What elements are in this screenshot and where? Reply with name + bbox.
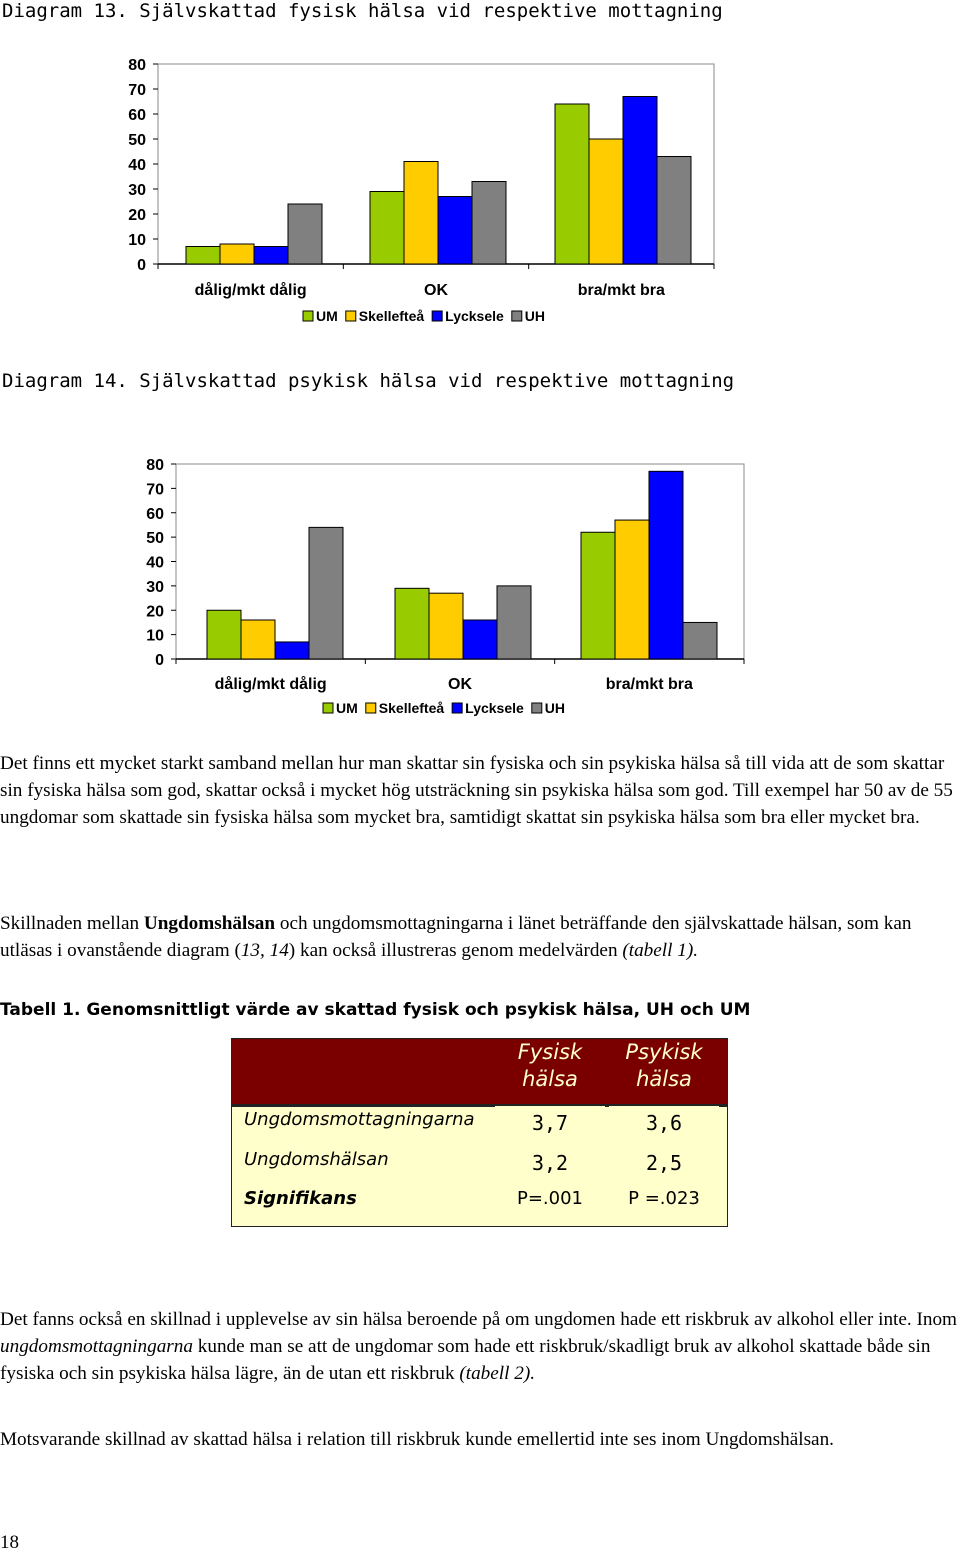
legend-label: Lycksele [445,308,504,324]
x-category-label: bra/mkt bra [577,282,665,299]
table1-title: Tabell 1. Genomsnittligt värde av skattad fysisk och psykisk hälsa, UH och UM [0,1000,751,1020]
y-tick-label: 60 [146,505,164,523]
chart-physical-health-svg [0,45,960,335]
table-row [232,1149,727,1189]
bar-uh-1 [472,182,506,265]
chart-physical-health [0,45,960,335]
bar-um-2 [581,532,615,659]
chart-mental-health-svg [0,445,960,730]
bar-skellefteå-2 [615,520,649,659]
x-category-label: OK [424,282,448,299]
para3-text-3: kunde man se att de ungdomar som hade ett riskbruk/skadligt bruk av alkohol skattade både sin fysiska och sin psykiska hälsa lägre, än de utan ett riskbruk [0,1336,931,1384]
y-tick-label: 0 [137,257,146,274]
bar-lycksele-2 [649,471,683,659]
legend-swatch [323,703,333,713]
bar-skellefteå-2 [589,139,623,264]
y-tick-label: 10 [146,627,164,645]
para3-table-ref: (tabell 2). [459,1363,536,1384]
table1-cell-mental: P =.023 [628,1188,700,1209]
legend-label: UH [544,700,566,716]
bar-uh-2 [657,157,691,265]
bar-lycksele-2 [623,97,657,265]
para2-text-1: Skillnaden mellan [0,913,144,934]
legend-label: Skellefteå [378,700,445,716]
table1 [231,1038,728,1227]
legend-label: UM [316,308,338,324]
legend-label: UM [336,700,358,716]
legend-label: UH [524,308,546,324]
bar-um-1 [395,588,429,659]
x-category-label: bra/mkt bra [605,676,693,693]
paragraph-ungdomshalsan: Motsvarande skillnad av skattad hälsa i relation till riskbruk kunde emellertid inte ses inom Ungdomshälsan. [0,1429,834,1450]
x-category-label: dålig/mkt dålig [214,676,327,693]
y-tick-label: 20 [128,207,146,224]
legend-label: Skellefteå [358,308,425,324]
legend-label: Lycksele [465,700,524,716]
bar-lycksele-1 [463,620,497,659]
bar-um-2 [555,104,589,264]
para3-ungdomsmottagningarna: ungdomsmottagningarna [0,1336,193,1357]
y-tick-label: 70 [146,481,164,499]
x-category-label: dålig/mkt dålig [194,282,307,299]
table1-header [232,1039,727,1107]
legend-swatch [346,311,356,321]
table1-cell-mental: 3,6 [645,1111,683,1135]
paragraph-difference [0,910,960,964]
chart-mental-health [0,445,960,730]
y-tick-label: 10 [128,232,146,249]
table1-cell-physical: P=.001 [516,1188,583,1209]
legend-swatch [452,703,462,713]
diagram13-heading: Diagram 13. Självskattad fysisk hälsa vid respektive mottagning [2,0,723,22]
table1-row-label: Ungdomsmottagningarna [244,1109,475,1130]
y-tick-label: 40 [146,554,164,572]
para2-ungdomshalsan: Ungdomshälsan [143,913,276,934]
y-tick-label: 80 [128,57,146,74]
table1-row-label: Signifikans [244,1188,357,1209]
para3-text-1: Det fanns också en skillnad i upplevelse av sin hälsa beroende på om ungdomen hade ett riskbruk av alkohol eller inte. Inom [0,1309,957,1330]
table1-cell-physical: 3,7 [531,1111,569,1135]
diagram14-heading: Diagram 14. Självskattad psykisk hälsa vid respektive mottagning [2,370,735,392]
bar-skellefteå-0 [220,244,254,264]
y-tick-label: 50 [146,530,164,548]
y-tick-label: 50 [128,132,146,149]
table1-cell-physical: 3,2 [531,1151,569,1175]
para2-text-5: ) kan också illustreras genom medelvärden [288,940,623,961]
table1-row-label: Ungdomshälsan [244,1149,389,1170]
bar-skellefteå-1 [429,593,463,659]
table-row [232,1188,727,1228]
paragraph-correlation: Det finns ett mycket starkt samband mellan hur man skattar sin fysiska och sin psykiska hälsa så till vida att de som skattar sin fysiska hälsa som god, skattar också i mycket hög utsträckning sin psykiska hälsa som god. Till exempel har 50 av de 55 ungdomar som skattade sin fysiska hälsa som mycket bra, samtidigt skattat sin psykiska hälsa som bra eller mycket bra. [0,753,953,828]
y-tick-label: 40 [128,157,146,174]
bar-lycksele-0 [275,642,309,659]
table1-cell-mental: 2,5 [645,1151,683,1175]
y-tick-label: 60 [128,107,146,124]
legend-swatch [432,311,442,321]
y-tick-label: 0 [155,652,164,669]
paragraph-riskbruk [0,1306,960,1387]
bar-lycksele-0 [254,247,288,265]
legend-swatch [303,311,313,321]
legend-swatch [366,703,376,713]
table-row [232,1109,727,1149]
para2-text-3: och ungdomsmottagningarna i länet beträffande den självskattade hälsan, som kan utläsas i ovanstående diagram ( [0,913,912,961]
bar-skellefteå-0 [241,620,275,659]
bar-uh-1 [497,586,531,659]
y-tick-label: 30 [128,182,146,199]
para2-table-ref: (tabell 1). [622,940,699,961]
y-tick-label: 20 [146,603,164,621]
bar-uh-2 [683,622,717,659]
bar-uh-0 [288,204,322,264]
table1-header-mental: Psykisk hälsa [609,1039,719,1107]
table1-header-physical: Fysisk hälsa [495,1039,605,1107]
bar-uh-0 [309,527,343,659]
page-number: 18 [0,1532,19,1553]
y-tick-label: 70 [128,82,146,99]
bar-skellefteå-1 [404,162,438,265]
legend-swatch [512,311,522,321]
bar-lycksele-1 [438,197,472,265]
x-category-label: OK [448,676,472,693]
y-tick-label: 30 [146,578,164,596]
bar-um-0 [186,247,220,265]
para2-diagram-ref: 13, 14 [240,940,289,961]
y-tick-label: 80 [146,457,164,474]
bar-um-0 [207,610,241,659]
bar-um-1 [370,192,404,265]
legend-swatch [532,703,542,713]
